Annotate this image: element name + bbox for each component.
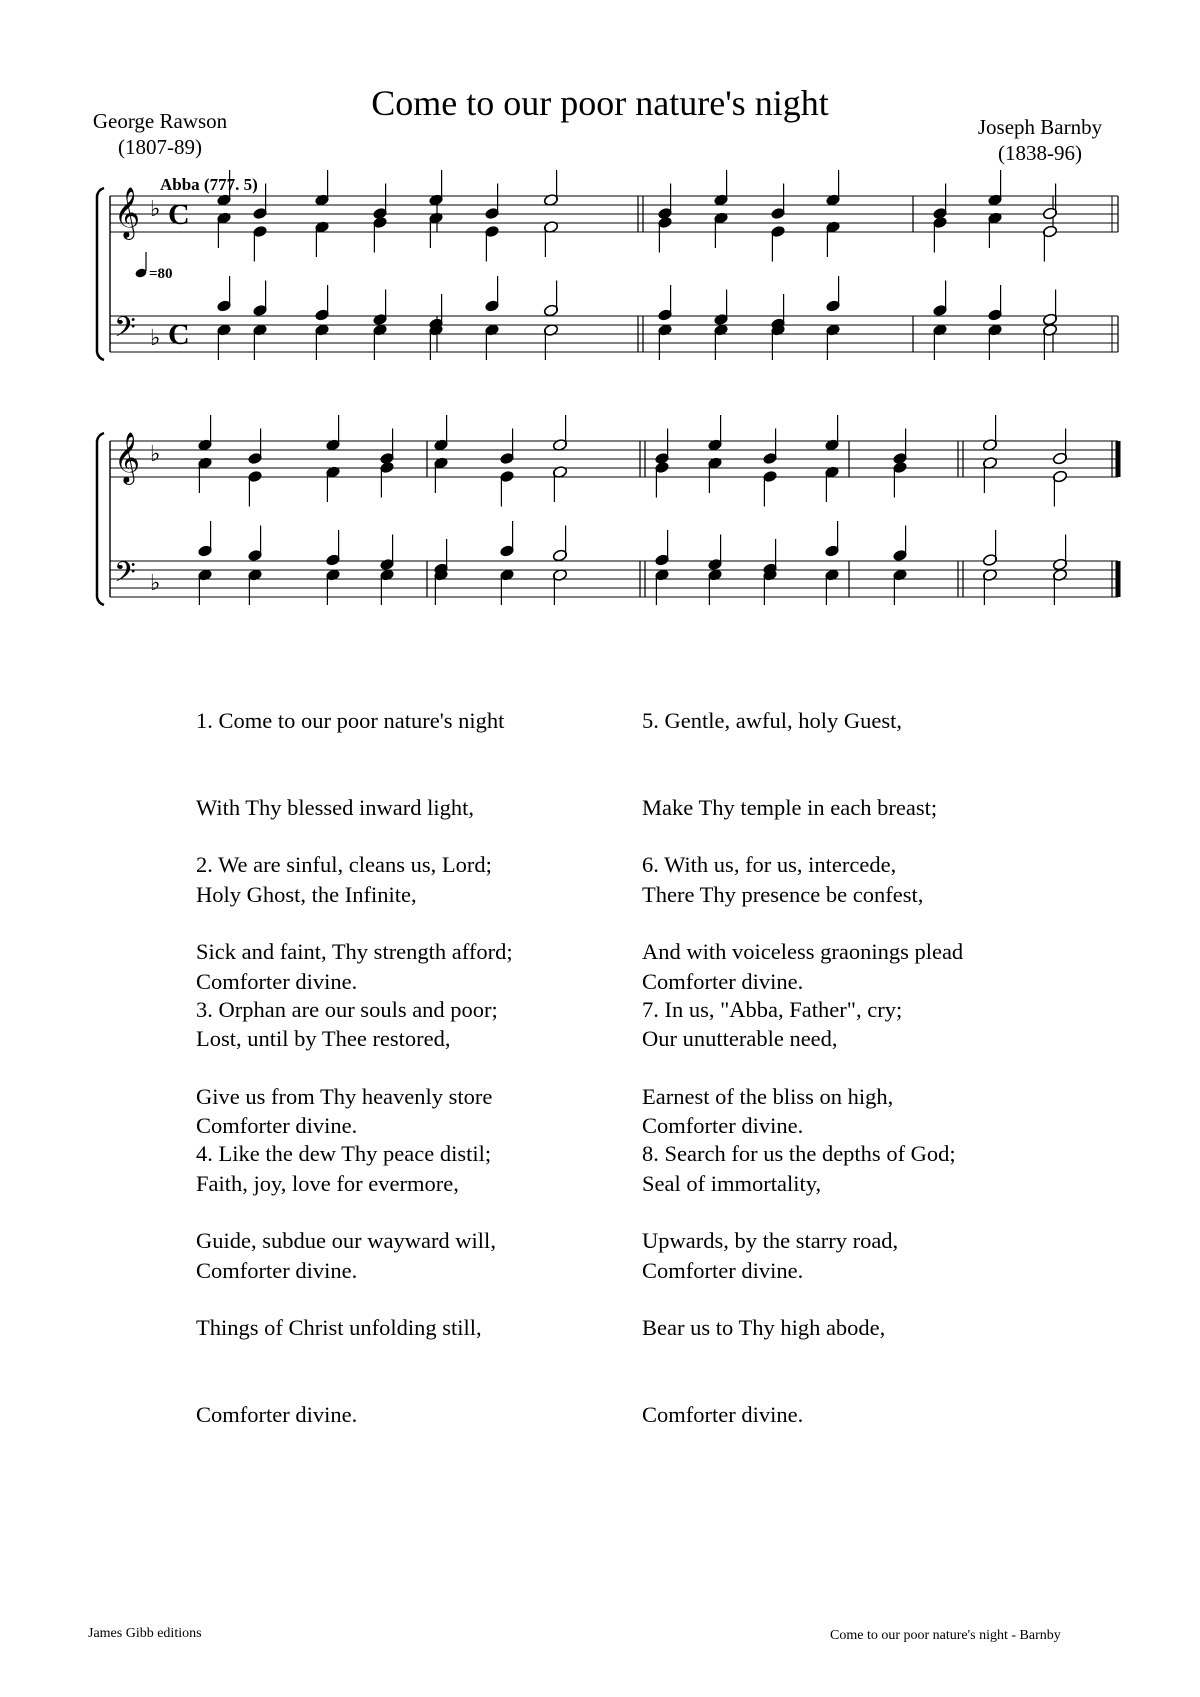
verse-line: Lost, until by Thee restored,: [196, 1026, 451, 1051]
verse-line: Guide, subdue our wayward will,: [196, 1228, 496, 1253]
verse-line: Sick and faint, Thy strength afford;: [196, 939, 513, 964]
staff-systems: [97, 187, 1118, 605]
treble-clef-icon: 𝄞: [114, 432, 141, 483]
verse-line: Comforter divine.: [196, 969, 358, 994]
system-bracket: [97, 188, 104, 360]
tempo-marking: [134, 252, 172, 282]
verse-line: Bear us to Thy high abode,: [642, 1315, 886, 1340]
verse-line: 3. Orphan are our souls and poor;: [196, 997, 498, 1022]
verse-line: Comforter divine.: [196, 1258, 358, 1283]
verse-line: Upwards, by the starry road,: [642, 1228, 899, 1253]
poet-dates: (1807-89): [118, 135, 202, 159]
time-signature: C: [168, 198, 190, 231]
flat-icon: ♭: [150, 197, 161, 222]
page-title: Come to our poor nature's night: [371, 83, 829, 123]
tempo-value: =80: [149, 266, 173, 282]
flat-icon: ♭: [150, 442, 161, 467]
verse-4: [196, 1081, 496, 1487]
bass-clef-icon: 𝄢: [114, 556, 136, 596]
verse-line: Make Thy temple in each breast;: [642, 795, 938, 820]
verse-line: Comforter divine.: [196, 1402, 358, 1427]
bass-clef-icon: 𝄢: [114, 311, 136, 351]
flat-icon: ♭: [150, 326, 161, 351]
verse-line: 5. Gentle, awful, holy Guest,: [642, 708, 902, 733]
verse-line: 2. We are sinful, cleans us, Lord;: [196, 852, 492, 877]
verse-line: Things of Christ unfolding still,: [196, 1315, 482, 1340]
notes-layer: [197, 170, 1067, 605]
footer-publisher: James Gibb editions: [88, 1626, 202, 1641]
verse-line: And with voiceless graonings plead: [642, 939, 964, 964]
verse-line: 1. Come to our poor nature's night: [196, 708, 505, 733]
verse-line: 4. Like the dew Thy peace distil;: [196, 1141, 492, 1166]
verse-line: Seal of immortality,: [642, 1171, 822, 1196]
verse-line: Comforter divine.: [642, 1258, 804, 1283]
tune-label: Abba (777. 5): [160, 175, 258, 194]
verse-line: Comforter divine.: [642, 1402, 804, 1427]
verse-line: Comforter divine.: [196, 1113, 358, 1138]
composer-dates: (1838-96): [998, 141, 1082, 165]
system-bracket: [97, 433, 104, 605]
time-signature: C: [168, 318, 190, 351]
flat-icon: ♭: [150, 571, 161, 596]
verse-line: Holy Ghost, the Infinite,: [196, 882, 417, 907]
verse-line: Our unutterable need,: [642, 1026, 838, 1051]
verse-line: With Thy blessed inward light,: [196, 795, 475, 820]
verse-line: Comforter divine.: [642, 1113, 804, 1138]
poet-name: George Rawson: [92, 109, 228, 133]
music-score: [0, 0, 1200, 700]
verse-line: Give us from Thy heavenly store: [196, 1084, 493, 1109]
verse-8: [642, 1081, 956, 1487]
treble-clef-icon: 𝄞: [114, 187, 141, 238]
verse-line: Earnest of the bliss on high,: [642, 1084, 894, 1109]
verse-line: Faith, joy, love for evermore,: [196, 1171, 459, 1196]
verse-line: There Thy presence be confest,: [642, 882, 924, 907]
footer-running-title: Come to our poor nature's night - Barnby: [830, 1628, 1061, 1643]
verse-line: 8. Search for us the depths of God;: [642, 1141, 956, 1166]
verse-line: 6. With us, for us, intercede,: [642, 852, 897, 877]
verse-line: 7. In us, "Abba, Father", cry;: [642, 997, 903, 1022]
verse-line: Comforter divine.: [642, 969, 804, 994]
composer-name: Joseph Barnby: [977, 115, 1103, 139]
